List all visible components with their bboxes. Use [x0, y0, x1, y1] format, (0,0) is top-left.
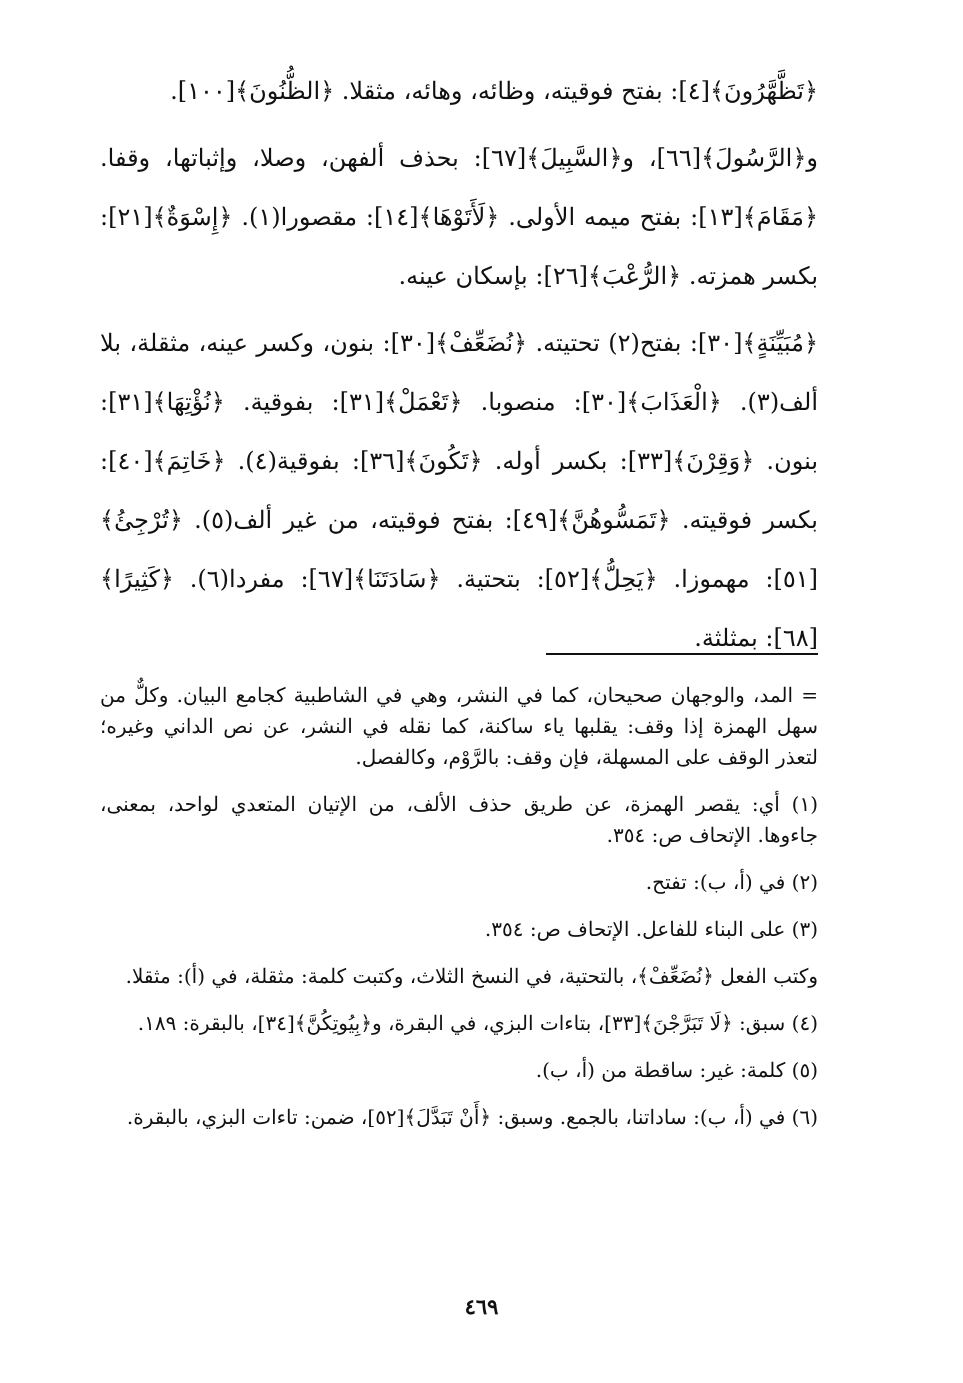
main-paragraph-2: و﴿الرَّسُولَ﴾[٦٦]، و﴿السَّبِيلَ﴾[٦٧]: بحذف ألفهن، وصلا، وإثباتها، وقفا. ﴿مَقَامَ﴾[١٣]: بفتح ميمه الأولى. ﴿لَأَتَوْهَا﴾[١٤]: مقصورا(١). ﴿إِسْوَةٌ﴾[٢١]: بكسر همزته. ﴿الرُّعْبَ﴾[٢٦]: بإسكان عينه.	[100, 144, 818, 290]
footnote-3: (٣) على البناء للفاعل. الإتحاف ص: ٣٥٤.	[484, 917, 818, 941]
main-paragraph-1: ﴿تَظَّهَّرُونَ﴾[٤]: بفتح فوقيته، وظائه، وهائه، مثقلا. ﴿الظُّنُونَ﴾[١٠٠].	[170, 77, 818, 105]
footnote-1: (١) أي: يقصر الهمزة، عن طريق حذف الألف، من الإتيان المتعدي لواحد، بمعنى، جاءوها. الإتحاف ص: ٣٥٤.	[100, 792, 818, 847]
footnote-separator	[546, 653, 818, 655]
footnote-6: (٦) في (أ، ب): ساداتنا، بالجمع. وسبق: ﴿أَنْ تَبَدَّلَ﴾[٥٢]، ضمن: تاءات البزي، بالبقرة.	[126, 1105, 818, 1129]
footnotes	[100, 680, 818, 1149]
footnote-4: (٤) سبق: ﴿لَا تَبَرَّجْنَ﴾[٣٣]، بتاءات البزي، في البقرة، و﴿بِيُوتِكُنَّ﴾[٣٤]، بالبقرة: ١٨٩.	[137, 1011, 818, 1035]
footnote-2: (٢) في (أ، ب): تفتح.	[645, 870, 818, 894]
footnote-5: (٥) كلمة: غير: ساقطة من (أ، ب).	[535, 1058, 818, 1082]
main-text	[100, 62, 818, 668]
footnote-continuation: = المد، والوجهان صحيحان، كما في النشر، وهي في الشاطبية كجامع البيان. وكلٌّ من سهل الهمزة إذا وقف: يقلبها ياء ساكنة، كما نقله في النشر، عن نص الداني وغيره؛ لتعذر الوقف على المسهلة، فإن وقف: بالرَّوْم، وكالفصل.	[100, 683, 818, 769]
footnote-3-note: وكتب الفعل ﴿نُضَعِّفْ﴾، بالتحتية، في النسخ الثلاث، وكتبت كلمة: مثقلة، في (أ): مثقلا.	[125, 964, 818, 988]
page-number: ٤٦٩	[464, 1294, 499, 1319]
main-paragraph-3: ﴿مُبَيِّنَةٍ﴾[٣٠]: بفتح(٢) تحتيته. ﴿نُضَعِّفْ﴾[٣٠]: بنون، وكسر عينه، مثقلة، بلا ألف(٣). ﴿الْعَذَابَ﴾[٣٠]: منصوبا. ﴿تَعْمَلْ﴾[٣١]: بفوقية. ﴿نُؤْتِهَا﴾[٣١]: بنون. ﴿وَقِرْنَ﴾[٣٣]: بكسر أوله. ﴿تَكُونَ﴾[٣٦]: بفوقية(٤). ﴿خَاتِمَ﴾[٤٠]: بكسر فوقيته. ﴿تَمَسُّوهُنَّ﴾[٤٩]: بفتح فوقيته، من غير ألف(٥). ﴿تُرْجِئُ﴾[٥١]: مهموزا. ﴿يَحِلُّ﴾[٥٢]: بتحتية. ﴿سَادَتَنَا﴾[٦٧]: مفردا(٦). ﴿كَثِيرًا﴾ [٦٨]: بمثلثة.	[100, 329, 819, 652]
